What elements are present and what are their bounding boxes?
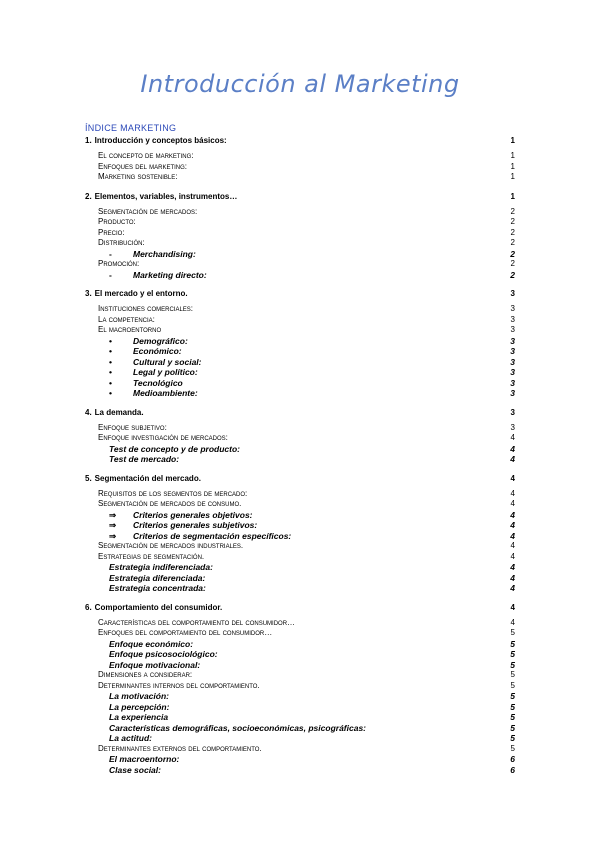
toc-section-entry[interactable] bbox=[85, 406, 515, 420]
entry-label: Medioambiente: bbox=[133, 388, 198, 398]
entry-label: Estrategia diferenciada: bbox=[109, 572, 206, 583]
page-number: 4 bbox=[510, 433, 515, 442]
entry-label: Tecnológico bbox=[133, 377, 183, 388]
bullet-marker: • bbox=[109, 377, 112, 388]
toc-bullet-entry[interactable] bbox=[85, 388, 515, 399]
section-label: Comportamiento del consumidor. bbox=[94, 602, 223, 612]
entry-label: Legal y político: bbox=[133, 367, 198, 377]
page-number: 4 bbox=[510, 583, 515, 593]
toc-section-entry[interactable] bbox=[85, 134, 515, 148]
page-number: 1 bbox=[510, 136, 515, 145]
page-number: 4 bbox=[510, 562, 515, 572]
toc-subsection-entry[interactable] bbox=[85, 712, 515, 723]
toc-bullet-entry[interactable] bbox=[85, 249, 515, 260]
entry-label: Enfoques del comportamiento del consumidor… bbox=[98, 628, 273, 637]
entry-label: Distribución: bbox=[98, 238, 145, 247]
toc-subsection-entry[interactable] bbox=[85, 723, 515, 734]
toc-entry[interactable] bbox=[85, 304, 515, 315]
page-number: 3 bbox=[510, 346, 515, 356]
page-number: 3 bbox=[510, 325, 515, 334]
entry-label: La competencia: bbox=[98, 314, 155, 324]
section-number: 5. bbox=[85, 473, 92, 483]
page-number: 4 bbox=[510, 602, 515, 612]
page-number: 4 bbox=[510, 530, 515, 541]
bullet-marker: • bbox=[109, 346, 112, 356]
toc-subsection-entry[interactable] bbox=[85, 562, 515, 573]
entry-label: Instituciones comerciales: bbox=[98, 304, 194, 313]
page-number: 4 bbox=[510, 572, 515, 583]
bullet-marker: • bbox=[109, 367, 112, 377]
entry-label: Segmentación de mercados: bbox=[98, 206, 198, 216]
entry-label: Determinantes internos del comportamiento. bbox=[98, 680, 260, 690]
page-number: 4 bbox=[510, 488, 515, 498]
page-number: 5 bbox=[510, 722, 515, 733]
page-number: 4 bbox=[510, 551, 515, 561]
toc-subsection-entry[interactable] bbox=[85, 583, 515, 594]
entry-label: Merchandising: bbox=[133, 248, 196, 259]
page-number: 4 bbox=[510, 509, 515, 520]
page-number: 3 bbox=[510, 367, 515, 377]
page-number: 5 bbox=[510, 649, 515, 659]
page-number: 2 bbox=[510, 259, 515, 268]
bullet-marker: • bbox=[109, 388, 112, 398]
entry-label: Enfoque motivacional: bbox=[109, 659, 201, 670]
page-number: 5 bbox=[510, 733, 515, 743]
toc-subsection-entry[interactable] bbox=[85, 573, 515, 584]
toc-entry[interactable] bbox=[85, 259, 515, 270]
entry-label: El macroentorno: bbox=[109, 754, 180, 764]
toc-entry[interactable] bbox=[85, 172, 515, 183]
toc-entry[interactable] bbox=[85, 433, 515, 444]
section-number: 3. bbox=[85, 289, 92, 298]
page-number: 5 bbox=[510, 743, 515, 753]
page-number: 2 bbox=[510, 217, 515, 226]
section-number: 1. bbox=[85, 136, 92, 145]
entry-label: Enfoque psicosociológico: bbox=[109, 649, 218, 659]
toc-entry[interactable] bbox=[85, 423, 515, 434]
bullet-marker: ⇒ bbox=[109, 520, 117, 530]
entry-label: El macroentorno bbox=[98, 325, 162, 334]
page-number: 5 bbox=[510, 659, 515, 670]
toc-subsection-entry[interactable] bbox=[85, 444, 515, 455]
toc-entry[interactable] bbox=[85, 681, 515, 692]
page-number: 1 bbox=[510, 151, 515, 160]
entry-label: Cultural y social: bbox=[133, 356, 202, 367]
entry-label: El concepto de marketing: bbox=[98, 151, 194, 160]
section-label: Elementos, variables, instrumentos… bbox=[94, 191, 238, 201]
toc-subsection-entry[interactable] bbox=[85, 660, 515, 671]
page-number: 5 bbox=[510, 680, 515, 690]
toc-subsection-entry[interactable] bbox=[85, 765, 515, 776]
page-number: 2 bbox=[510, 238, 515, 247]
toc-bullet-entry[interactable] bbox=[85, 367, 515, 378]
toc-bullet-entry[interactable] bbox=[85, 510, 515, 521]
bullet-marker: • bbox=[109, 335, 112, 346]
section-number: 4. bbox=[85, 407, 92, 417]
entry-label: Características demográficas, socioeconómicas, psicográficas: bbox=[109, 722, 367, 733]
page-number: 3 bbox=[510, 377, 515, 388]
page-number: 3 bbox=[510, 314, 515, 324]
toc-subsection-entry[interactable] bbox=[85, 691, 515, 702]
entry-label: Marketing directo: bbox=[133, 269, 207, 280]
toc-entry[interactable] bbox=[85, 628, 515, 639]
toc-subsection-entry[interactable] bbox=[85, 754, 515, 765]
entry-label: Segmentación de mercados industriales. bbox=[98, 541, 244, 550]
toc-entry[interactable] bbox=[85, 552, 515, 563]
document-title: Introducción al Marketing bbox=[140, 70, 460, 98]
page-number: 2 bbox=[510, 206, 515, 216]
entry-label: Determinantes externos del comportamiento. bbox=[98, 743, 262, 753]
page-number: 5 bbox=[510, 701, 515, 712]
entry-label: Clase social: bbox=[109, 764, 161, 775]
page-number: 1 bbox=[510, 172, 515, 181]
toc-entry[interactable] bbox=[85, 238, 515, 249]
toc-bullet-entry[interactable] bbox=[85, 357, 515, 368]
page-number: 3 bbox=[510, 335, 515, 346]
page-number: 4 bbox=[510, 454, 515, 464]
page-number: 4 bbox=[510, 541, 515, 550]
toc-bullet-entry[interactable] bbox=[85, 520, 515, 531]
page-number: 5 bbox=[510, 628, 515, 637]
entry-label: Enfoque subjetivo: bbox=[98, 422, 167, 432]
page-number: 5 bbox=[510, 712, 515, 722]
bullet-marker: ⇒ bbox=[109, 530, 117, 541]
spacer bbox=[85, 280, 515, 287]
entry-label: La actitud: bbox=[109, 733, 152, 743]
index-heading: ÍNDICE MARKETING bbox=[85, 123, 177, 133]
entry-label: Económico: bbox=[133, 346, 182, 356]
entry-label: Dimensiones a considerar: bbox=[98, 670, 193, 679]
toc-entry[interactable] bbox=[85, 744, 515, 755]
toc-bullet-entry[interactable] bbox=[85, 531, 515, 542]
section-label: Segmentación del mercado. bbox=[94, 473, 201, 483]
page-number: 1 bbox=[510, 191, 515, 201]
bullet-marker: - bbox=[109, 269, 112, 280]
page-number: 1 bbox=[510, 161, 515, 171]
toc-section-entry[interactable] bbox=[85, 472, 515, 486]
page-number: 4 bbox=[510, 499, 515, 508]
toc-entry[interactable] bbox=[85, 489, 515, 500]
spacer bbox=[85, 465, 515, 472]
spacer bbox=[85, 183, 515, 190]
page-number: 3 bbox=[510, 356, 515, 367]
toc-subsection-entry[interactable] bbox=[85, 733, 515, 744]
section-label: Introducción y conceptos básicos: bbox=[94, 136, 227, 145]
entry-label: Marketing sostenible: bbox=[98, 172, 178, 181]
toc-entry[interactable] bbox=[85, 325, 515, 336]
page-number: 3 bbox=[510, 422, 515, 432]
page-number: 5 bbox=[510, 638, 515, 649]
toc-subsection-entry[interactable] bbox=[85, 454, 515, 465]
bullet-marker: • bbox=[109, 356, 112, 367]
entry-label: Requisitos de los segmentos de mercado: bbox=[98, 488, 248, 498]
toc-entry[interactable] bbox=[85, 162, 515, 173]
entry-label: Enfoque investigación de mercados: bbox=[98, 433, 228, 442]
toc-entry[interactable] bbox=[85, 499, 515, 510]
toc-entry[interactable] bbox=[85, 315, 515, 326]
entry-label: Características del comportamiento del consumidor… bbox=[98, 617, 296, 627]
entry-label: Test de mercado: bbox=[109, 454, 180, 464]
entry-label: La motivación: bbox=[109, 691, 169, 701]
page-number: 3 bbox=[510, 289, 515, 298]
page-number: 4 bbox=[510, 443, 515, 454]
entry-label: Estrategias de segmentación. bbox=[98, 551, 205, 561]
page-number: 5 bbox=[510, 670, 515, 679]
page-number: 2 bbox=[510, 248, 515, 259]
toc-section-entry[interactable] bbox=[85, 287, 515, 301]
entry-label: Enfoques del marketing: bbox=[98, 161, 188, 171]
section-number: 6. bbox=[85, 602, 92, 612]
toc-entry[interactable] bbox=[85, 670, 515, 681]
toc-bullet-entry[interactable] bbox=[85, 378, 515, 389]
entry-label: Promoción: bbox=[98, 259, 140, 268]
toc-subsection-entry[interactable] bbox=[85, 649, 515, 660]
toc-section-entry[interactable] bbox=[85, 601, 515, 615]
section-label: El mercado y el entorno. bbox=[94, 289, 188, 298]
toc-subsection-entry[interactable] bbox=[85, 639, 515, 650]
toc-entry[interactable] bbox=[85, 151, 515, 162]
entry-label: Segmentación de mercados de consumo. bbox=[98, 499, 242, 508]
toc-bullet-entry[interactable] bbox=[85, 346, 515, 357]
page-number: 4 bbox=[510, 617, 515, 627]
toc-bullet-entry[interactable] bbox=[85, 270, 515, 281]
toc-entry[interactable] bbox=[85, 618, 515, 629]
entry-label: Demográfico: bbox=[133, 335, 188, 346]
toc-section-entry[interactable] bbox=[85, 190, 515, 204]
page-number: 2 bbox=[510, 227, 515, 237]
toc-subsection-entry[interactable] bbox=[85, 702, 515, 713]
section-label: La demanda. bbox=[94, 407, 144, 417]
entry-label: La experiencia bbox=[109, 712, 169, 722]
page-number: 6 bbox=[510, 764, 515, 775]
spacer bbox=[85, 594, 515, 601]
page-number: 3 bbox=[510, 407, 515, 417]
spacer bbox=[85, 775, 515, 782]
page-number: 2 bbox=[510, 269, 515, 280]
toc-entry[interactable] bbox=[85, 217, 515, 228]
page-number: 3 bbox=[510, 304, 515, 313]
entry-label: La percepción: bbox=[109, 701, 170, 712]
entry-label: Producto: bbox=[98, 217, 136, 226]
spacer bbox=[85, 399, 515, 406]
page-number: 4 bbox=[510, 520, 515, 530]
entry-label: Estrategia indiferenciada: bbox=[109, 562, 213, 572]
toc-bullet-entry[interactable] bbox=[85, 336, 515, 347]
entry-label: Precio: bbox=[98, 227, 125, 237]
toc-entry[interactable] bbox=[85, 541, 515, 552]
toc-entry[interactable] bbox=[85, 228, 515, 239]
page-number: 5 bbox=[510, 691, 515, 701]
bullet-marker: ⇒ bbox=[109, 509, 117, 520]
bullet-marker: - bbox=[109, 248, 112, 259]
page-number: 3 bbox=[510, 388, 515, 398]
entry-label: Test de concepto y de producto: bbox=[109, 443, 240, 454]
page-number: 6 bbox=[510, 754, 515, 764]
entry-label: Enfoque económico: bbox=[109, 638, 194, 649]
table-of-contents bbox=[85, 134, 515, 782]
section-number: 2. bbox=[85, 191, 92, 201]
page-number: 4 bbox=[510, 473, 515, 483]
entry-label: Criterios de segmentación específicos: bbox=[133, 530, 292, 541]
entry-label: Estrategia concentrada: bbox=[109, 583, 206, 593]
entry-label: Criterios generales subjetivos: bbox=[133, 520, 258, 530]
toc-entry[interactable] bbox=[85, 207, 515, 218]
entry-label: Criterios generales objetivos: bbox=[133, 509, 253, 520]
